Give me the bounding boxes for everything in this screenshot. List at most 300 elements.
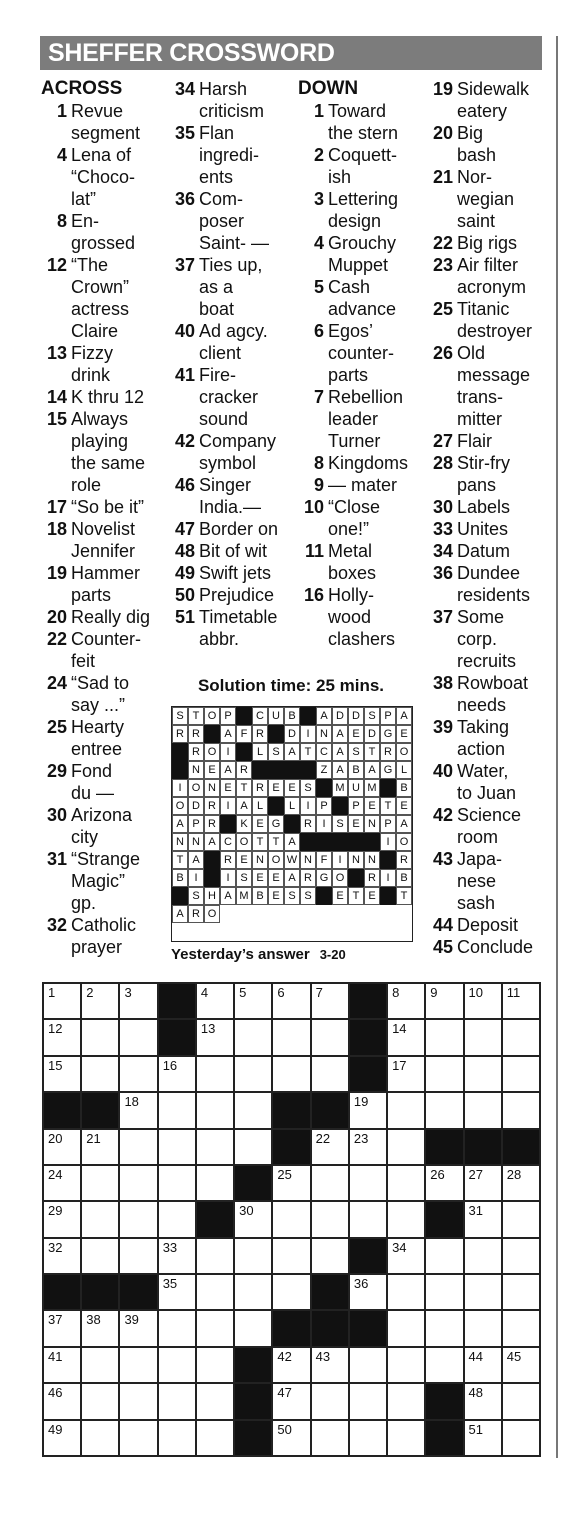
grid-cell[interactable] [43, 1238, 81, 1274]
answer-letter: K [236, 815, 252, 833]
grid-cell[interactable] [464, 1056, 502, 1092]
grid-cell[interactable] [464, 1274, 502, 1310]
cell-number: 28 [506, 1166, 522, 1182]
grid-cell[interactable] [196, 1056, 234, 1092]
grid-cell[interactable] [464, 1165, 502, 1201]
clue-text: Conclude [457, 937, 534, 957]
grid-cell[interactable] [196, 1238, 234, 1274]
grid-cell[interactable] [502, 1092, 540, 1128]
grid-cell[interactable] [502, 1347, 540, 1383]
clue-item [41, 254, 161, 342]
answer-letter: A [188, 851, 204, 869]
answer-letter: T [172, 851, 188, 869]
black-square [349, 1238, 387, 1274]
grid-cell[interactable] [502, 1201, 540, 1237]
answer-letter: T [380, 797, 396, 815]
clue-number: 42 [174, 431, 195, 451]
clue-number: 38 [432, 673, 453, 693]
answer-letter: N [172, 833, 188, 851]
clue-text: Cash advance [328, 277, 397, 319]
answer-letter: R [188, 743, 204, 761]
grid-cell[interactable] [387, 983, 425, 1019]
cell-number: 11 [506, 985, 521, 1000]
clue-text: Lena of “Choco- lat” [71, 145, 136, 209]
grid-cell[interactable] [196, 1420, 234, 1456]
clue-text: “So be it” [71, 497, 145, 517]
grid-cell[interactable] [272, 1420, 310, 1456]
clue-text: Revue segment [71, 101, 141, 143]
clue-text: Lettering design [328, 189, 399, 231]
clue-item [427, 122, 552, 166]
answer-black-square [300, 707, 316, 725]
grid-cell[interactable] [311, 1129, 349, 1165]
grid-cell[interactable] [119, 1201, 157, 1237]
grid-cell[interactable] [119, 1420, 157, 1456]
grid-cell[interactable] [311, 1019, 349, 1055]
grid-cell[interactable] [425, 1347, 463, 1383]
grid-cell[interactable] [502, 1310, 540, 1346]
clue-text: Metal boxes [328, 541, 377, 583]
grid-cell[interactable] [81, 1238, 119, 1274]
black-square [311, 1092, 349, 1128]
answer-black-square [284, 761, 300, 779]
grid-cell[interactable] [81, 1310, 119, 1346]
answer-letter: O [204, 905, 220, 923]
grid-cell[interactable] [387, 1274, 425, 1310]
grid-cell[interactable] [158, 1238, 196, 1274]
clue-number: 33 [432, 519, 453, 539]
grid-cell[interactable] [119, 1310, 157, 1346]
clue-number: 35 [174, 123, 195, 143]
black-square [234, 1383, 272, 1419]
across-column-2 [169, 78, 294, 650]
clue-number: 25 [432, 299, 453, 319]
grid-cell[interactable] [425, 1092, 463, 1128]
grid-cell[interactable] [311, 1238, 349, 1274]
grid-cell[interactable] [234, 1310, 272, 1346]
answer-letter: A [364, 761, 380, 779]
black-square [425, 1129, 463, 1165]
grid-cell[interactable] [119, 1129, 157, 1165]
grid-cell[interactable] [234, 1274, 272, 1310]
cell-number: 31 [468, 1203, 483, 1219]
grid-cell[interactable] [311, 1347, 349, 1383]
answer-black-square [268, 761, 284, 779]
answer-letter: R [380, 743, 396, 761]
yesterday-label: Yesterday’s answer [171, 946, 310, 963]
answer-letter: B [348, 761, 364, 779]
grid-cell[interactable] [387, 1056, 425, 1092]
answer-letter: I [220, 869, 236, 887]
clue-item [298, 100, 423, 144]
clue-number: 44 [432, 915, 453, 935]
clue-item [169, 540, 294, 562]
grid-cell[interactable] [387, 1383, 425, 1419]
grid-cell[interactable] [81, 1056, 119, 1092]
grid-cell[interactable] [272, 1019, 310, 1055]
grid-cell[interactable] [464, 1201, 502, 1237]
answer-letter: S [284, 887, 300, 905]
clue-text: Fire- cracker sound [199, 365, 259, 429]
clue-item [427, 232, 552, 254]
grid-cell[interactable] [464, 1092, 502, 1128]
cell-number: 44 [468, 1348, 483, 1364]
grid-cell[interactable] [43, 1056, 81, 1092]
grid-cell[interactable] [464, 1238, 502, 1274]
grid-cell[interactable] [43, 1420, 81, 1456]
grid-cell[interactable] [196, 1165, 234, 1201]
clue-number: 43 [432, 849, 453, 869]
grid-cell[interactable] [425, 983, 463, 1019]
grid-cell[interactable] [387, 1092, 425, 1128]
grid-cell[interactable] [425, 1274, 463, 1310]
grid-cell[interactable] [311, 1056, 349, 1092]
clue-text: Prejudice [199, 585, 275, 605]
grid-cell[interactable] [464, 1420, 502, 1456]
answer-letter: H [204, 887, 220, 905]
grid-cell[interactable] [81, 1420, 119, 1456]
answer-letter: I [316, 815, 332, 833]
clue-item [298, 144, 423, 188]
grid-cell[interactable] [234, 983, 272, 1019]
grid-cell[interactable] [234, 1129, 272, 1165]
grid-cell[interactable] [387, 1201, 425, 1237]
grid-cell[interactable] [119, 1238, 157, 1274]
grid-cell[interactable] [158, 1274, 196, 1310]
answer-letter: B [172, 869, 188, 887]
answer-letter: U [268, 707, 284, 725]
answer-letter: E [332, 887, 348, 905]
answer-letter: N [188, 761, 204, 779]
answer-letter: D [332, 707, 348, 725]
grid-cell[interactable] [387, 1420, 425, 1456]
answer-letter: R [300, 815, 316, 833]
clue-item [298, 474, 423, 496]
answer-letter: R [396, 851, 412, 869]
grid-cell[interactable] [234, 1056, 272, 1092]
cell-number: 43 [315, 1348, 331, 1364]
grid-cell[interactable] [43, 1347, 81, 1383]
grid-cell[interactable] [196, 1310, 234, 1346]
clue-item [41, 144, 161, 210]
grid-cell[interactable] [158, 1383, 196, 1419]
grid-cell[interactable] [425, 1238, 463, 1274]
answer-black-square [172, 761, 188, 779]
clue-number: 7 [313, 387, 324, 407]
down-clue-list-continued [427, 78, 552, 958]
grid-cell[interactable] [158, 1310, 196, 1346]
grid-cell[interactable] [81, 1201, 119, 1237]
grid-cell[interactable] [387, 1165, 425, 1201]
black-square [196, 1201, 234, 1237]
clue-text: Border on [199, 519, 279, 539]
cell-number: 42 [277, 1348, 292, 1364]
grid-cell[interactable] [272, 1383, 310, 1419]
black-square [425, 1420, 463, 1456]
grid-cell[interactable] [464, 1383, 502, 1419]
black-square [349, 1019, 387, 1055]
grid-cell[interactable] [119, 1347, 157, 1383]
answer-letter: A [204, 833, 220, 851]
grid-cell[interactable] [387, 1019, 425, 1055]
clue-item [169, 518, 294, 540]
grid-cell[interactable] [425, 1056, 463, 1092]
answer-letter: P [380, 707, 396, 725]
grid-cell[interactable] [43, 1201, 81, 1237]
grid-cell[interactable] [234, 1019, 272, 1055]
answer-letter: S [172, 707, 188, 725]
clue-number: 20 [46, 607, 67, 627]
clue-number: 3 [313, 189, 324, 209]
clue-item [427, 848, 552, 914]
answer-letter: T [188, 707, 204, 725]
clue-item [427, 562, 552, 606]
clue-text: Labels [457, 497, 511, 517]
answer-black-square [332, 833, 348, 851]
grid-cell[interactable] [425, 1019, 463, 1055]
answer-letter: E [236, 851, 252, 869]
clue-text: En- grossed [71, 211, 136, 253]
answer-letter: G [380, 761, 396, 779]
down-heading: DOWN [298, 78, 359, 99]
grid-cell[interactable] [119, 1165, 157, 1201]
clue-item [298, 276, 423, 320]
clue-number: 34 [432, 541, 453, 561]
clue-number: 47 [174, 519, 195, 539]
cell-number: 1 [48, 985, 56, 1000]
grid-cell[interactable] [158, 1165, 196, 1201]
answer-letter: E [284, 779, 300, 797]
answer-black-square [316, 887, 332, 905]
clue-text: Nor- wegian saint [457, 167, 515, 231]
grid-cell[interactable] [196, 1347, 234, 1383]
clue-text: Egos’ counter- parts [328, 321, 395, 385]
clue-item [427, 936, 552, 958]
grid-cell[interactable] [196, 1383, 234, 1419]
answer-black-square [300, 761, 316, 779]
grid-cell[interactable] [425, 1165, 463, 1201]
clue-number: 30 [432, 497, 453, 517]
answer-black-square [172, 743, 188, 761]
grid-cell[interactable] [158, 1092, 196, 1128]
grid-cell[interactable] [119, 1092, 157, 1128]
clue-number: 18 [46, 519, 67, 539]
grid-cell[interactable] [502, 1383, 540, 1419]
answer-letter: S [364, 707, 380, 725]
grid-cell[interactable] [464, 983, 502, 1019]
black-square [311, 1274, 349, 1310]
clue-text: Taking action [457, 717, 510, 759]
grid-cell[interactable] [234, 1238, 272, 1274]
grid-cell[interactable] [349, 1420, 387, 1456]
clue-item [169, 320, 294, 364]
clue-item [298, 452, 423, 474]
grid-cell[interactable] [81, 1347, 119, 1383]
answer-letter: O [396, 743, 412, 761]
grid-cell[interactable] [349, 1165, 387, 1201]
answer-letter: T [300, 743, 316, 761]
answer-letter: S [300, 779, 316, 797]
clue-item [427, 804, 552, 848]
grid-cell[interactable] [311, 1420, 349, 1456]
grid-cell[interactable] [81, 1165, 119, 1201]
grid-cell[interactable] [502, 1274, 540, 1310]
answer-letter: O [172, 797, 188, 815]
grid-cell[interactable] [119, 983, 157, 1019]
grid-cell[interactable] [196, 1019, 234, 1055]
clue-number: 46 [174, 475, 195, 495]
grid-cell[interactable] [234, 1092, 272, 1128]
grid-cell[interactable] [272, 1056, 310, 1092]
black-square [81, 1092, 119, 1128]
answer-letter: O [332, 869, 348, 887]
across-heading: ACROSS [41, 78, 123, 99]
grid-cell[interactable] [349, 1129, 387, 1165]
grid-cell[interactable] [502, 1238, 540, 1274]
grid-cell[interactable] [272, 1274, 310, 1310]
clue-number: 40 [174, 321, 195, 341]
answer-letter: E [364, 887, 380, 905]
grid-cell[interactable] [119, 1019, 157, 1055]
answer-black-square [268, 797, 284, 815]
grid-cell[interactable] [387, 1310, 425, 1346]
answer-letter: N [204, 779, 220, 797]
clue-item [298, 540, 423, 584]
clue-number: 32 [46, 915, 67, 935]
cell-number: 48 [468, 1385, 483, 1401]
grid-cell[interactable] [502, 1056, 540, 1092]
grid-cell[interactable] [425, 1310, 463, 1346]
grid-cell[interactable] [311, 1165, 349, 1201]
grid-cell[interactable] [81, 1383, 119, 1419]
answer-letter: R [204, 797, 220, 815]
clue-text: Ties up, as a boat [199, 255, 263, 319]
clue-item [41, 408, 161, 496]
yesterday-caption [171, 946, 421, 963]
answer-letter: A [396, 707, 412, 725]
clue-number: 10 [303, 497, 324, 517]
answer-letter: E [204, 761, 220, 779]
grid-cell[interactable] [464, 1347, 502, 1383]
clue-number: 45 [432, 937, 453, 957]
answer-letter: E [252, 869, 268, 887]
answer-letter: E [348, 815, 364, 833]
answer-letter: O [204, 707, 220, 725]
grid-cell[interactable] [311, 1383, 349, 1419]
answer-letter: A [284, 869, 300, 887]
grid-cell[interactable] [81, 1129, 119, 1165]
grid-cell[interactable] [43, 1019, 81, 1055]
answer-black-square [172, 887, 188, 905]
cell-number: 17 [392, 1057, 407, 1073]
grid-cell[interactable] [119, 1056, 157, 1092]
grid-cell[interactable] [311, 1201, 349, 1237]
grid-cell[interactable] [502, 1165, 540, 1201]
answer-letter: S [300, 887, 316, 905]
title-bar [40, 36, 542, 70]
clue-number: 8 [56, 211, 67, 231]
grid-cell[interactable] [349, 1092, 387, 1128]
crossword-grid [42, 982, 541, 1457]
clue-number: 26 [432, 343, 453, 363]
clue-item [169, 474, 294, 518]
grid-cell[interactable] [387, 1129, 425, 1165]
clue-item [427, 518, 552, 540]
clue-text: Fizzy drink [71, 343, 113, 385]
grid-cell[interactable] [158, 1056, 196, 1092]
grid-cell[interactable] [272, 1347, 310, 1383]
clue-number: 29 [46, 761, 67, 781]
grid-cell[interactable] [43, 1129, 81, 1165]
answer-letter: A [236, 797, 252, 815]
grid-cell[interactable] [158, 1347, 196, 1383]
grid-cell[interactable] [272, 1201, 310, 1237]
grid-cell[interactable] [502, 983, 540, 1019]
clue-item [427, 606, 552, 672]
cell-number: 3 [124, 985, 132, 1000]
grid-cell[interactable] [387, 1347, 425, 1383]
grid-cell[interactable] [196, 1274, 234, 1310]
grid-cell[interactable] [81, 1019, 119, 1055]
answer-letter: N [364, 851, 380, 869]
grid-cell[interactable] [349, 1383, 387, 1419]
grid-cell[interactable] [349, 1274, 387, 1310]
grid-cell[interactable] [234, 1201, 272, 1237]
grid-cell[interactable] [81, 983, 119, 1019]
grid-cell[interactable] [387, 1238, 425, 1274]
clue-text: Deposit [457, 915, 519, 935]
grid-cell[interactable] [196, 1092, 234, 1128]
clue-text: Always playing the same role [71, 409, 146, 495]
grid-cell[interactable] [502, 1420, 540, 1456]
answer-letter: R [188, 725, 204, 743]
answer-letter: C [220, 833, 236, 851]
grid-cell[interactable] [158, 1420, 196, 1456]
grid-cell[interactable] [464, 1310, 502, 1346]
grid-cell[interactable] [272, 1165, 310, 1201]
grid-cell[interactable] [349, 1201, 387, 1237]
grid-cell[interactable] [158, 1129, 196, 1165]
grid-cell[interactable] [272, 1238, 310, 1274]
grid-cell[interactable] [311, 983, 349, 1019]
clue-item [169, 188, 294, 254]
grid-cell[interactable] [43, 1310, 81, 1346]
grid-cell[interactable] [464, 1019, 502, 1055]
grid-cell[interactable] [272, 983, 310, 1019]
grid-cell[interactable] [158, 1201, 196, 1237]
grid-cell[interactable] [43, 983, 81, 1019]
clue-item [427, 166, 552, 232]
clue-number: 19 [432, 79, 453, 99]
answer-letter: Z [316, 761, 332, 779]
grid-cell[interactable] [119, 1383, 157, 1419]
black-square [349, 1310, 387, 1346]
grid-cell[interactable] [43, 1383, 81, 1419]
cell-number: 23 [353, 1130, 369, 1146]
cell-number: 47 [277, 1385, 292, 1401]
answer-black-square [204, 869, 220, 887]
grid-cell[interactable] [502, 1019, 540, 1055]
answer-letter: T [252, 833, 268, 851]
grid-cell[interactable] [349, 1347, 387, 1383]
cell-number: 12 [48, 1021, 63, 1037]
grid-cell[interactable] [196, 1129, 234, 1165]
clue-number: 17 [46, 497, 67, 517]
black-square [43, 1274, 81, 1310]
answer-letter: R [300, 869, 316, 887]
grid-cell[interactable] [196, 983, 234, 1019]
grid-cell[interactable] [43, 1165, 81, 1201]
